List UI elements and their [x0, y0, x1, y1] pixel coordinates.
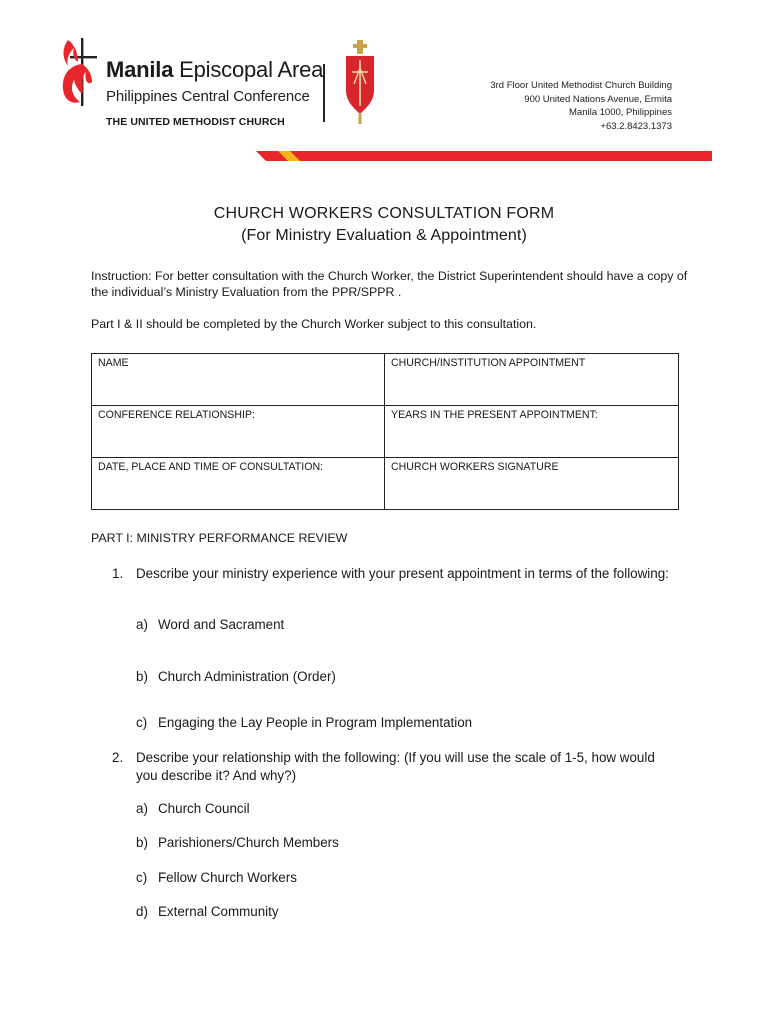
phone-number: +63.2.8423.1373 [600, 120, 672, 132]
worker-info-table [91, 353, 679, 510]
completion-note: Part I & II should be completed by the Church Worker subject to this consultation. [91, 317, 537, 331]
name-field[interactable]: NAME [92, 354, 385, 406]
list-item: b) Church Administration (Order) [136, 669, 336, 684]
question-text: Describe your relationship with the following: (If you will use the scale of 1-5, how would you describe it? And why?) [136, 750, 655, 783]
list-item: d) External Community [136, 904, 279, 919]
consultation-details-field[interactable]: DATE, PLACE AND TIME OF CONSULTATION: [92, 458, 385, 510]
cross-and-flame-logo [58, 36, 98, 108]
conference-relationship-field[interactable]: CONFERENCE RELATIONSHIP: [92, 406, 385, 458]
address-line: Manila 1000, Philippines [569, 107, 672, 118]
address-line: 3rd Floor United Methodist Church Building [490, 80, 672, 91]
episcopal-crest-icon [340, 38, 380, 126]
organization-name: Manila Episcopal Area [106, 57, 324, 82]
form-subtitle: (For Ministry Evaluation & Appointment) [241, 227, 527, 244]
table-row [92, 406, 679, 458]
address-line: 900 United Nations Avenue, Ermita [524, 93, 672, 105]
header-accent-bar [256, 151, 712, 163]
list-item: c) Fellow Church Workers [136, 870, 297, 885]
signature-field[interactable]: CHURCH WORKERS SIGNATURE [385, 458, 679, 510]
years-in-appointment-field[interactable]: YEARS IN THE PRESENT APPOINTMENT: [385, 406, 679, 458]
conference-name: Philippines Central Conference [106, 88, 310, 105]
part-one-heading: PART I: MINISTRY PERFORMANCE REVIEW [91, 531, 348, 545]
header-divider [323, 64, 325, 122]
question-1 [112, 565, 678, 583]
address-block [490, 79, 672, 133]
list-item: b) Parishioners/Church Members [136, 835, 339, 850]
list-item: a) Church Council [136, 801, 250, 816]
form-title: CHURCH WORKERS CONSULTATION FORM [213, 205, 555, 222]
appointment-field[interactable]: CHURCH/INSTITUTION APPOINTMENT [385, 354, 679, 406]
question-number: 1. [112, 566, 124, 581]
question-text: Describe your ministry experience with your present appointment in terms of the following: [136, 566, 669, 581]
list-item: c) Engaging the Lay People in Program Implementation [136, 715, 473, 730]
table-row [92, 458, 679, 510]
list-item: a) Word and Sacrament [136, 617, 285, 632]
question-2 [112, 749, 678, 784]
denomination-name: THE UNITED METHODIST CHURCH [106, 116, 285, 128]
question-number: 2. [112, 750, 124, 765]
table-row [92, 354, 679, 406]
instruction-text: Instruction: For better consultation with the Church Worker, the District Superintendent should have a copy of the individual’s Ministry Evaluation from the PPR/SPPR . [91, 269, 688, 299]
